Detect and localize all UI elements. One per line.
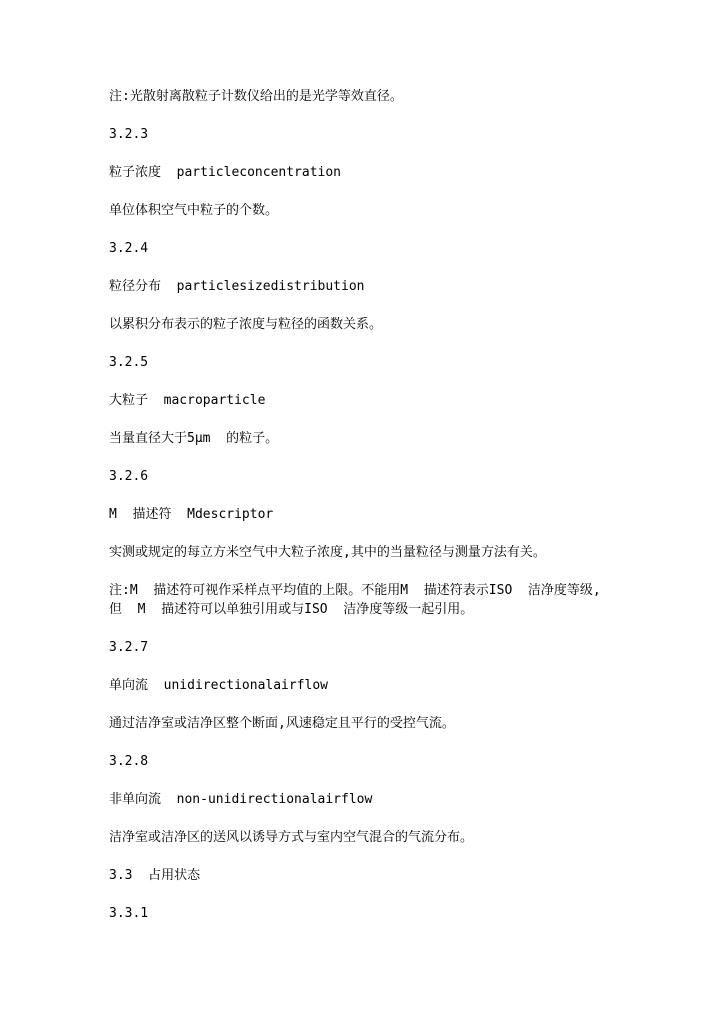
term-heading: 非单向流 non-unidirectionalairflow	[109, 792, 373, 807]
section-number: 3.2.4	[109, 241, 149, 256]
section-number: 3.2.6	[109, 469, 149, 484]
section-number: 3.2.7	[109, 640, 149, 655]
term-definition: 当量直径大于5μm 的粒子。	[109, 431, 279, 446]
note-line: 注:M 描述符可视作采样点平均值的上限。不能用M 描述符表示ISO 洁净度等级,	[109, 583, 601, 598]
term-definition: 单位体积空气中粒子的个数。	[109, 203, 279, 218]
section-number: 3.3.1	[109, 906, 149, 921]
section-heading: 3.3 占用状态	[109, 868, 201, 883]
term-heading: 单向流 unidirectionalairflow	[109, 678, 329, 693]
note-line: 但 M 描述符可以单独引用或与ISO 洁净度等级一起引用。	[109, 602, 474, 617]
section-number: 3.2.5	[109, 355, 149, 370]
term-heading: 粒径分布 particlesizedistribution	[109, 279, 365, 294]
term-definition: 以累积分布表示的粒子浓度与粒径的函数关系。	[109, 317, 383, 332]
term-definition: 通过洁净室或洁净区整个断面,风速稳定且平行的受控气流。	[109, 716, 455, 731]
note-particle-diameter: 注:光散射离散粒子计数仪给出的是光学等效直径。	[109, 89, 403, 104]
section-number: 3.2.3	[109, 127, 149, 142]
section-number: 3.2.8	[109, 754, 149, 769]
term-heading: M 描述符 Mdescriptor	[109, 507, 274, 522]
term-definition: 实测或规定的每立方米空气中大粒子浓度,其中的当量粒径与测量方法有关。	[109, 545, 546, 560]
term-heading: 粒子浓度 particleconcentration	[109, 165, 342, 180]
term-definition: 洁净室或洁净区的送风以诱导方式与室内空气混合的气流分布。	[109, 830, 474, 845]
term-heading: 大粒子 macroparticle	[109, 393, 266, 408]
